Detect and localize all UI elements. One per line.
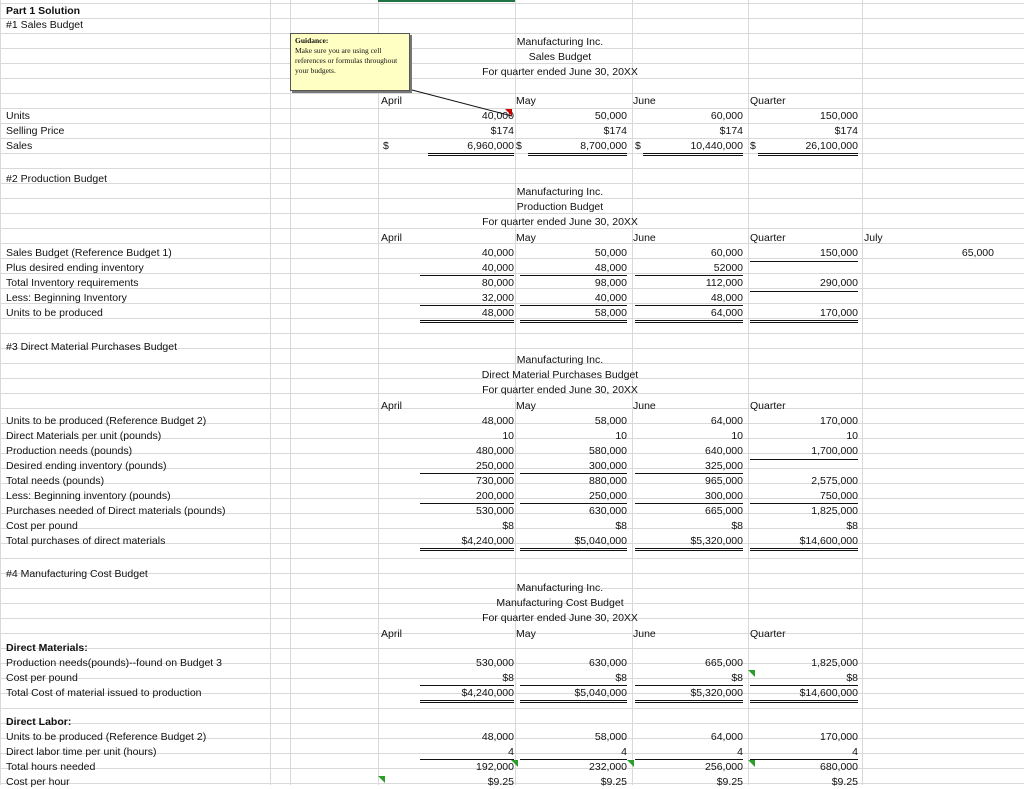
sales-section-title[interactable]: #1 Sales Budget: [6, 19, 84, 31]
production-header-june[interactable]: June: [633, 232, 656, 244]
materials-cell[interactable]: 480,000: [476, 445, 514, 457]
sales-company[interactable]: Manufacturing Inc.: [516, 36, 604, 48]
mfg-dl-cell[interactable]: 4: [750, 745, 858, 760]
sales-cell[interactable]: 6,960,000: [428, 139, 514, 156]
production-july-value[interactable]: 65,000: [961, 247, 994, 259]
materials-cell[interactable]: 580,000: [589, 445, 627, 457]
production-section-title[interactable]: #2 Production Budget: [6, 173, 107, 185]
mfg-dm-row-label[interactable]: Total Cost of material issued to production: [6, 687, 202, 699]
materials-cell[interactable]: $5,040,000: [520, 534, 627, 551]
production-header-may[interactable]: May: [516, 232, 536, 244]
mfg-dl-cell[interactable]: $9.25: [831, 776, 858, 788]
mfg-period[interactable]: For quarter ended June 30, 20XX: [482, 612, 638, 624]
mfg-dm-cell[interactable]: $5,320,000: [635, 686, 743, 703]
production-cell[interactable]: 58,000: [520, 306, 627, 323]
production-row-label[interactable]: Sales Budget (Reference Budget 1): [6, 247, 172, 259]
mfg-dl-row-label[interactable]: Total hours needed: [6, 761, 96, 773]
materials-row-label[interactable]: Production needs (pounds): [6, 445, 133, 457]
sales-currency-symbol: $: [383, 140, 389, 152]
materials-cell[interactable]: 64,000: [710, 415, 743, 427]
materials-cell[interactable]: $5,320,000: [635, 534, 743, 551]
production-cell[interactable]: [750, 291, 858, 292]
guidance-heading: Guidance:: [295, 36, 329, 45]
mfg-dm-cell[interactable]: 1,825,000: [811, 657, 858, 669]
materials-cell[interactable]: 10: [731, 430, 743, 442]
mfg-dm-cell[interactable]: 665,000: [705, 657, 743, 669]
sales-cell[interactable]: $174: [834, 125, 858, 137]
materials-cell[interactable]: $8: [615, 520, 627, 532]
materials-cell[interactable]: [750, 459, 858, 460]
materials-header-june[interactable]: June: [633, 400, 656, 412]
mfg-dm-cell[interactable]: 630,000: [589, 657, 627, 669]
mfg-dl-row-label[interactable]: Units to be produced (Reference Budget 2): [6, 731, 207, 743]
production-row-label[interactable]: Units to be produced: [6, 307, 103, 319]
production-cell[interactable]: 48,000: [635, 291, 743, 306]
materials-cell[interactable]: 750,000: [750, 489, 858, 504]
mfg-dl-cell[interactable]: $9.25: [487, 776, 514, 788]
mfg-header-may[interactable]: May: [516, 628, 536, 640]
materials-row-label[interactable]: Purchases needed of Direct materials (pounds): [6, 505, 226, 517]
materials-subtitle[interactable]: Direct Material Purchases Budget: [481, 369, 639, 381]
materials-header-quarter[interactable]: Quarter: [750, 400, 786, 412]
mfg-direct-labor-heading[interactable]: Direct Labor:: [6, 716, 72, 728]
materials-cell[interactable]: 665,000: [705, 505, 743, 517]
production-cell[interactable]: 64,000: [635, 306, 743, 323]
mfg-dl-cell[interactable]: 680,000: [820, 761, 858, 773]
materials-cell[interactable]: $14,600,000: [750, 534, 858, 551]
production-cell[interactable]: 98,000: [594, 277, 627, 289]
comment-indicator-icon[interactable]: [505, 109, 512, 116]
production-cell[interactable]: 150,000: [820, 247, 858, 259]
sales-header-quarter[interactable]: Quarter: [750, 95, 786, 107]
sales-row-label[interactable]: Selling Price: [6, 125, 65, 137]
materials-cell[interactable]: 200,000: [420, 489, 514, 504]
materials-cell[interactable]: 730,000: [476, 475, 514, 487]
production-cell[interactable]: 290,000: [820, 277, 858, 289]
mfg-dm-cell[interactable]: $8: [635, 671, 743, 686]
sales-header-may[interactable]: May: [516, 95, 536, 107]
mfg-dm-cell[interactable]: $5,040,000: [520, 686, 627, 703]
materials-header-may[interactable]: May: [516, 400, 536, 412]
production-cell[interactable]: 80,000: [481, 277, 514, 289]
production-cell[interactable]: 170,000: [750, 306, 858, 323]
production-company[interactable]: Manufacturing Inc.: [516, 186, 604, 198]
error-indicator-icon[interactable]: [511, 760, 518, 767]
sales-period[interactable]: For quarter ended June 30, 20XX: [482, 66, 638, 78]
materials-cell[interactable]: $8: [731, 520, 743, 532]
sales-currency-symbol: $: [516, 140, 522, 152]
materials-cell[interactable]: 58,000: [594, 415, 627, 427]
error-indicator-icon[interactable]: [378, 776, 385, 783]
materials-row-label[interactable]: Less: Beginning inventory (pounds): [6, 490, 171, 502]
mfg-dl-cell[interactable]: 4: [420, 745, 514, 760]
materials-cell[interactable]: 250,000: [520, 489, 627, 504]
sales-currency-symbol: $: [750, 140, 756, 152]
materials-cell[interactable]: 170,000: [820, 415, 858, 427]
materials-cell[interactable]: 880,000: [589, 475, 627, 487]
mfg-dl-cell[interactable]: 64,000: [710, 731, 743, 743]
mfg-subtitle[interactable]: Manufacturing Cost Budget: [496, 597, 624, 609]
mfg-dm-cell[interactable]: $4,240,000: [420, 686, 514, 703]
production-row-label[interactable]: Less: Beginning Inventory: [6, 292, 127, 304]
materials-row-label[interactable]: Units to be produced (Reference Budget 2): [6, 415, 207, 427]
mfg-dm-row-label[interactable]: Cost per pound: [6, 672, 78, 684]
mfg-dm-cell[interactable]: $8: [520, 671, 627, 686]
production-header-july[interactable]: July: [864, 232, 883, 244]
error-indicator-icon[interactable]: [748, 760, 755, 767]
materials-cell[interactable]: $8: [502, 520, 514, 532]
mfg-dm-cell[interactable]: $14,600,000: [750, 686, 858, 703]
sales-cell[interactable]: 150,000: [820, 110, 858, 122]
production-cell[interactable]: 48,000: [520, 261, 627, 276]
mfg-section-title[interactable]: #4 Manufacturing Cost Budget: [6, 568, 148, 580]
production-cell[interactable]: 40,000: [481, 247, 514, 259]
production-cell[interactable]: 112,000: [705, 277, 743, 289]
sales-cell[interactable]: 26,100,000: [758, 139, 858, 156]
mfg-dl-row-label[interactable]: Direct labor time per unit (hours): [6, 746, 157, 758]
sales-row-label[interactable]: Units: [6, 110, 30, 122]
materials-row-label[interactable]: Direct Materials per unit (pounds): [6, 430, 162, 442]
materials-row-label[interactable]: Total purchases of direct materials: [6, 535, 166, 547]
sales-cell[interactable]: $174: [603, 125, 627, 137]
sales-header-april[interactable]: April: [381, 95, 403, 107]
guidance-text: Make sure you are using cell references or formulas throughout your budgets.: [295, 46, 398, 75]
mfg-dl-cell[interactable]: 232,000: [589, 761, 627, 773]
mfg-dl-cell[interactable]: 58,000: [594, 731, 627, 743]
production-cell[interactable]: [750, 261, 858, 262]
materials-cell[interactable]: 48,000: [481, 415, 514, 427]
mfg-dl-cell[interactable]: 192,000: [476, 761, 514, 773]
mfg-dl-row-label[interactable]: Cost per hour: [6, 776, 70, 788]
materials-cell[interactable]: 2,575,000: [811, 475, 858, 487]
production-row-label[interactable]: Total Inventory requirements: [6, 277, 139, 289]
production-cell[interactable]: 50,000: [594, 247, 627, 259]
production-cell[interactable]: 48,000: [420, 306, 514, 323]
materials-cell[interactable]: 630,000: [589, 505, 627, 517]
materials-cell[interactable]: 250,000: [420, 459, 514, 474]
materials-cell[interactable]: 325,000: [635, 459, 743, 474]
sales-subtitle[interactable]: Sales Budget: [528, 51, 592, 63]
mfg-dl-cell[interactable]: 170,000: [820, 731, 858, 743]
mfg-header-quarter[interactable]: Quarter: [750, 628, 786, 640]
production-cell[interactable]: 32,000: [420, 291, 514, 306]
materials-cell[interactable]: $8: [846, 520, 858, 532]
sales-cell[interactable]: $174: [719, 125, 743, 137]
materials-header-april[interactable]: April: [381, 400, 403, 412]
materials-cell[interactable]: 1,825,000: [811, 505, 858, 517]
sales-row-label[interactable]: Sales: [6, 140, 33, 152]
materials-section-title[interactable]: #3 Direct Material Purchases Budget: [6, 341, 177, 353]
materials-row-label[interactable]: Total needs (pounds): [6, 475, 105, 487]
materials-cell[interactable]: 300,000: [635, 489, 743, 504]
sales-cell[interactable]: 10,440,000: [643, 139, 743, 156]
sales-cell[interactable]: 60,000: [710, 110, 743, 122]
production-header-quarter[interactable]: Quarter: [750, 232, 786, 244]
error-indicator-icon[interactable]: [748, 670, 755, 677]
mfg-dm-cell[interactable]: $8: [750, 671, 858, 686]
production-cell[interactable]: 60,000: [710, 247, 743, 259]
mfg-dl-cell[interactable]: $9.25: [600, 776, 627, 788]
mfg-header-june[interactable]: June: [633, 628, 656, 640]
mfg-dl-cell[interactable]: 256,000: [705, 761, 743, 773]
sales-cell[interactable]: $174: [490, 125, 514, 137]
mfg-dm-row-label[interactable]: Production needs(pounds)--found on Budget 3: [6, 657, 222, 669]
materials-company[interactable]: Manufacturing Inc.: [516, 354, 604, 366]
mfg-dl-cell[interactable]: $9.25: [716, 776, 743, 788]
mfg-dl-cell[interactable]: 48,000: [481, 731, 514, 743]
sales-cell[interactable]: 40,000: [481, 110, 514, 122]
materials-cell[interactable]: 965,000: [705, 475, 743, 487]
production-header-april[interactable]: April: [381, 232, 403, 244]
materials-cell[interactable]: 10: [846, 430, 858, 442]
error-indicator-icon[interactable]: [627, 760, 634, 767]
page-title[interactable]: Part 1 Solution: [6, 5, 81, 17]
sales-currency-symbol: $: [635, 140, 641, 152]
materials-cell[interactable]: 300,000: [520, 459, 627, 474]
materials-row-label[interactable]: Cost per pound: [6, 520, 78, 532]
mfg-direct-materials-heading[interactable]: Direct Materials:: [6, 642, 88, 654]
sales-cell[interactable]: 50,000: [594, 110, 627, 122]
mfg-dm-cell[interactable]: $8: [420, 671, 514, 686]
production-period[interactable]: For quarter ended June 30, 20XX: [482, 216, 638, 228]
materials-cell[interactable]: 10: [502, 430, 514, 442]
mfg-dl-cell[interactable]: 4: [520, 745, 627, 760]
materials-cell[interactable]: 10: [615, 430, 627, 442]
materials-cell[interactable]: 1,700,000: [811, 445, 858, 457]
production-cell[interactable]: 52000: [635, 261, 743, 276]
mfg-header-april[interactable]: April: [381, 628, 403, 640]
materials-row-label[interactable]: Desired ending inventory (pounds): [6, 460, 167, 472]
materials-cell[interactable]: 640,000: [705, 445, 743, 457]
sales-cell[interactable]: 8,700,000: [528, 139, 627, 156]
materials-cell[interactable]: $4,240,000: [420, 534, 514, 551]
mfg-dl-cell[interactable]: 4: [635, 745, 743, 760]
production-subtitle[interactable]: Production Budget: [516, 201, 604, 213]
mfg-dm-cell[interactable]: 530,000: [476, 657, 514, 669]
production-cell[interactable]: 40,000: [420, 261, 514, 276]
production-row-label[interactable]: Plus desired ending inventory: [6, 262, 144, 274]
materials-cell[interactable]: 530,000: [476, 505, 514, 517]
materials-period[interactable]: For quarter ended June 30, 20XX: [482, 384, 638, 396]
mfg-company[interactable]: Manufacturing Inc.: [516, 582, 604, 594]
production-cell[interactable]: 40,000: [520, 291, 627, 306]
sales-header-june[interactable]: June: [633, 95, 656, 107]
